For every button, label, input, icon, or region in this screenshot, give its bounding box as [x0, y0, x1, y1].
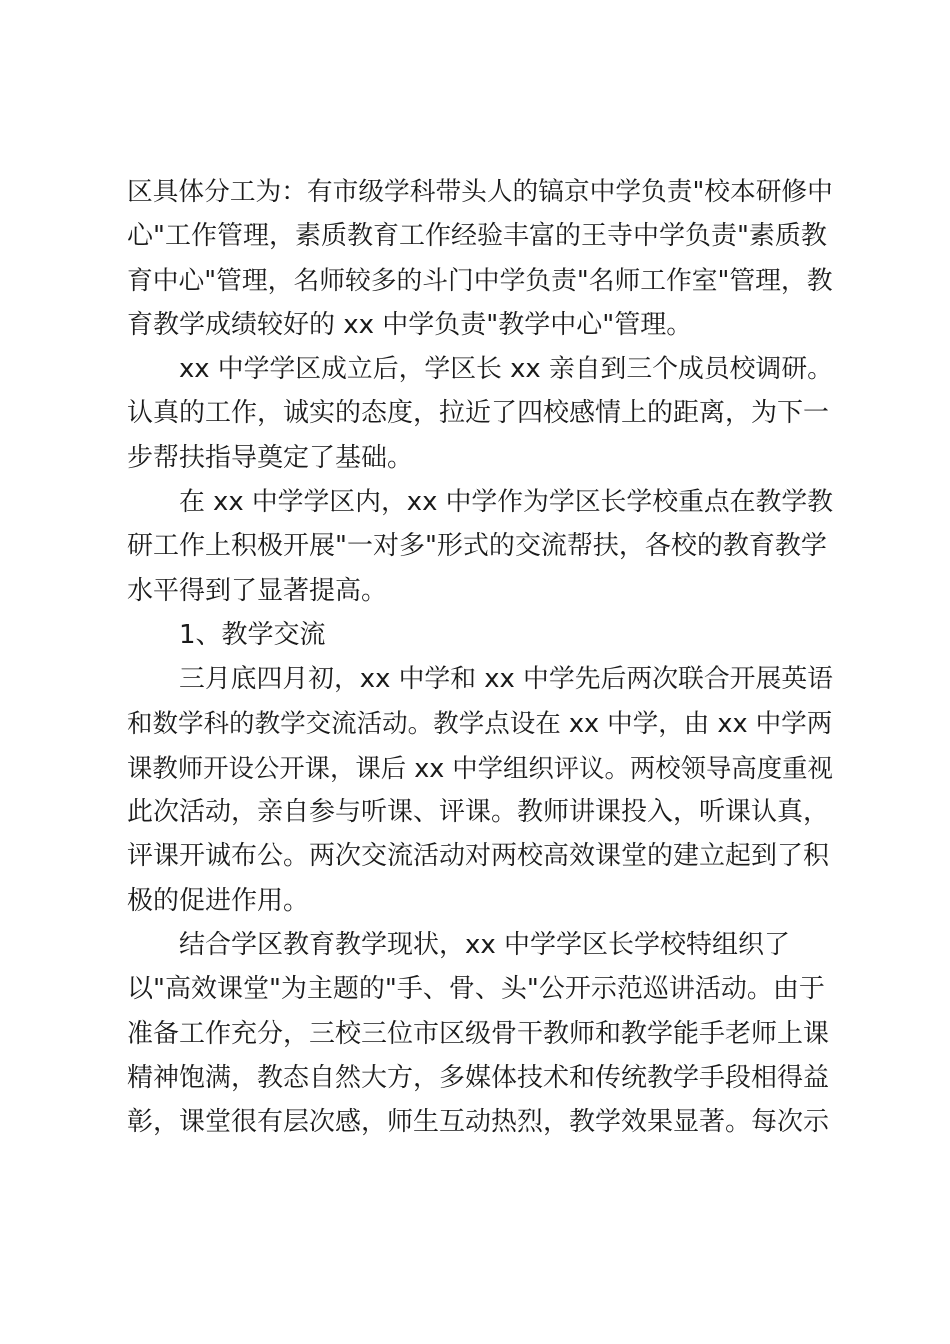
text-line: 心"工作管理，素质教育工作经验丰富的王寺中学负责"素质教 [127, 221, 827, 252]
text-line: 三月底四月初，xx 中学和 xx 中学先后两次联合开展英语 [179, 664, 833, 695]
text-line: 1、教学交流 [179, 619, 326, 650]
text-line: 以"高效课堂"为主题的"手、骨、头"公开示范巡讲活动。由于 [127, 974, 825, 1005]
text-line: 水平得到了显著提高。 [127, 575, 388, 606]
text-line: 评课开诚布公。两次交流活动对两校高效课堂的建立起到了积 [127, 841, 830, 872]
text-line: 和数学科的教学交流活动。教学点设在 xx 中学，由 xx 中学两 [127, 708, 833, 739]
text-line: 极的促进作用。 [127, 885, 310, 916]
text-line: 步帮扶指导奠定了基础。 [127, 442, 414, 473]
text-line: 此次活动，亲自参与听课、评课。教师讲课投入，听课认真， [127, 797, 830, 828]
document-body [127, 170, 833, 1145]
text-line: 课教师开设公开课，课后 xx 中学组织评议。两校领导高度重视 [127, 752, 833, 783]
text-line: 彰，课堂很有层次感，师生互动热烈，教学效果显著。每次示 [127, 1107, 830, 1138]
text-line: 研工作上积极开展"一对多"形式的交流帮扶，各校的教育教学 [127, 531, 827, 562]
text-line: 准备工作充分，三校三位市区级骨干教师和教学能手老师上课 [127, 1018, 830, 1049]
text-line: 育中心"管理，名师较多的斗门中学负责"名师工作室"管理，教 [127, 265, 833, 296]
text-line: 认真的工作，诚实的态度，拉近了四校感情上的距离，为下一 [127, 398, 830, 429]
text-line: 结合学区教育教学现状，xx 中学学区长学校特组织了 [179, 930, 791, 961]
text-line: xx 中学学区成立后，学区长 xx 亲自到三个成员校调研。 [179, 354, 833, 385]
text-line: 精神饱满，教态自然大方，多媒体技术和传统教学手段相得益 [127, 1062, 830, 1093]
text-line: 在 xx 中学学区内，xx 中学作为学区长学校重点在教学教 [179, 487, 833, 518]
text-line: 区具体分工为：有市级学科带头人的镐京中学负责"校本研修中 [127, 177, 833, 207]
text-line: 育教学成绩较好的 xx 中学负责"教学中心"管理。 [127, 309, 693, 340]
